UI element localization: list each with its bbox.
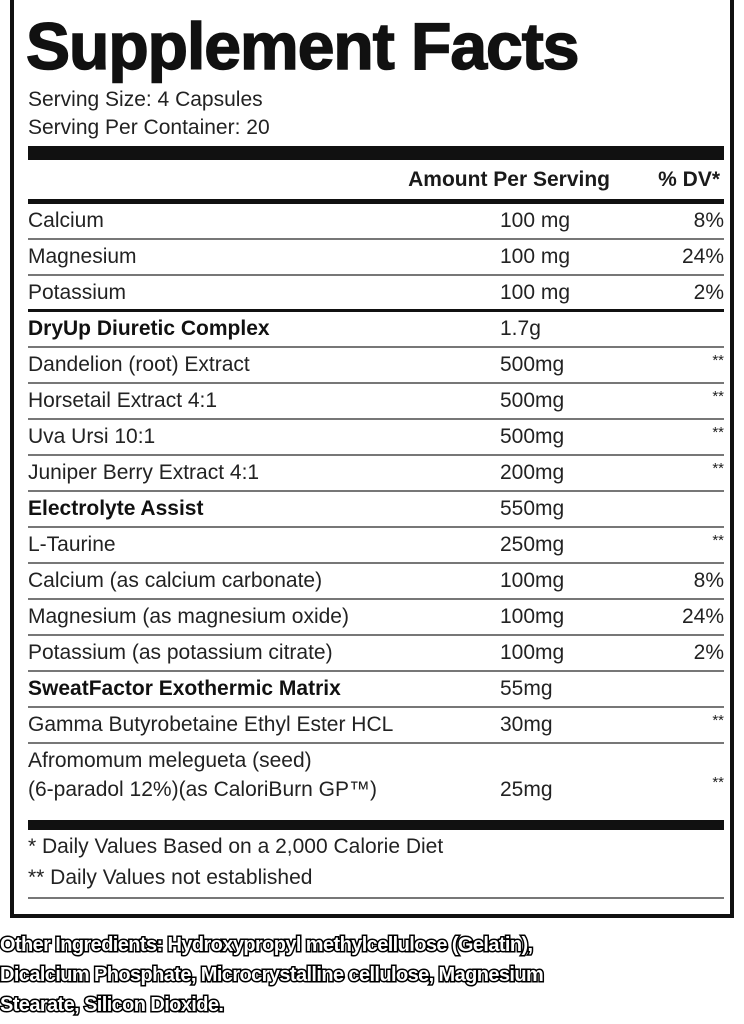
ingredient-dv: 2%: [693, 641, 724, 664]
nutrient-amount: 100 mg: [500, 281, 571, 304]
blend-header-row: [28, 312, 724, 348]
ingredient-name: Dandelion (root) Extract: [28, 353, 250, 376]
blend-amount: 1.7g: [500, 317, 541, 340]
ingredient-dv: **: [712, 532, 724, 549]
supplement-facts-panel: [10, 0, 734, 918]
ingredient-name: Horsetail Extract 4:1: [28, 389, 218, 412]
ingredient-name-detail: (6-paradol 12%)(as CaloriBurn GP™): [28, 778, 377, 801]
blend-header-row: [28, 672, 724, 708]
ingredient-name: Calcium (as calcium carbonate): [28, 569, 323, 592]
blend-amount: 55mg: [500, 677, 553, 700]
table-row: [28, 240, 724, 276]
ingredient-amount: 500mg: [500, 353, 565, 376]
panel-title: Supplement Facts: [26, 9, 579, 83]
table-row: [28, 384, 724, 420]
ingredient-name: Magnesium (as magnesium oxide): [28, 605, 349, 628]
nutrient-dv: 8%: [693, 209, 724, 232]
ingredient-amount: 25mg: [500, 778, 553, 801]
ingredient-amount: 100mg: [500, 569, 565, 592]
other-ingredients-line: Dicalcium Phosphate, Microcrystalline cellulose, Magnesium: [0, 964, 544, 986]
top-thick-divider: [28, 146, 724, 160]
blend-name: DryUp Diuretic Complex: [28, 317, 270, 340]
footer-divider: [28, 897, 724, 899]
ingredient-dv: **: [712, 352, 724, 369]
serving-size: Serving Size: 4 Capsules: [28, 88, 263, 111]
ingredient-dv: **: [712, 712, 724, 729]
servings-per-container: Serving Per Container: 20: [28, 116, 270, 139]
amount-per-serving-header: Amount Per Serving: [408, 168, 610, 191]
blend-name: SweatFactor Exothermic Matrix: [28, 677, 341, 700]
table-row: [28, 744, 724, 812]
blend-amount: 550mg: [500, 497, 565, 520]
table-row: [28, 348, 724, 384]
ingredient-amount: 30mg: [500, 713, 553, 736]
nutrient-name: Calcium: [28, 209, 104, 232]
ingredient-dv: **: [712, 460, 724, 477]
ingredient-amount: 100mg: [500, 605, 565, 628]
ingredient-name: Potassium (as potassium citrate): [28, 641, 333, 664]
blend-header-row: [28, 492, 724, 528]
ingredient-dv: **: [712, 424, 724, 441]
ingredient-name: Juniper Berry Extract 4:1: [28, 461, 260, 484]
blend-name: Electrolyte Assist: [28, 497, 204, 520]
ingredient-amount: 100mg: [500, 641, 565, 664]
nutrient-dv: 24%: [681, 245, 724, 268]
table-row: [28, 276, 724, 312]
ingredient-dv: 24%: [681, 605, 724, 628]
table-row: [28, 708, 724, 744]
daily-value-header: % DV*: [658, 168, 720, 191]
table-row: [28, 204, 724, 240]
ingredient-amount: 250mg: [500, 533, 565, 556]
ingredient-dv: **: [712, 774, 724, 791]
ingredient-amount: 500mg: [500, 389, 565, 412]
ingredient-amount: 500mg: [500, 425, 565, 448]
other-ingredients: [0, 930, 744, 1020]
ingredient-amount: 200mg: [500, 461, 565, 484]
table-row: [28, 420, 724, 456]
ingredient-name: L-Taurine: [28, 533, 116, 556]
table-row: [28, 600, 724, 636]
column-header-row: [28, 164, 724, 198]
nutrient-name: Magnesium: [28, 245, 137, 268]
nutrient-table: [28, 204, 724, 812]
nutrient-amount: 100 mg: [500, 245, 571, 268]
ingredient-dv: 8%: [693, 569, 724, 592]
bottom-thick-divider: [28, 820, 724, 830]
ingredient-name: Uva Ursi 10:1: [28, 425, 156, 448]
nutrient-amount: 100 mg: [500, 209, 571, 232]
other-ingredients-line: Stearate, Silicon Dioxide.: [0, 994, 224, 1016]
table-row: [28, 456, 724, 492]
ingredient-name: Afromomum melegueta (seed): [28, 749, 312, 772]
table-row: [28, 636, 724, 672]
ingredient-name: Gamma Butyrobetaine Ethyl Ester HCL: [28, 713, 394, 736]
nutrient-dv: 2%: [693, 281, 724, 304]
table-row: [28, 564, 724, 600]
nutrient-name: Potassium: [28, 281, 127, 304]
other-ingredients-line: Other Ingredients: Hydroxypropyl methylcellulose (Gelatin),: [0, 934, 533, 956]
ingredient-dv: **: [712, 388, 724, 405]
footnote-not-established: ** Daily Values not established: [28, 866, 313, 889]
footnote-daily-values: * Daily Values Based on a 2,000 Calorie Diet: [28, 835, 444, 858]
table-row: [28, 528, 724, 564]
